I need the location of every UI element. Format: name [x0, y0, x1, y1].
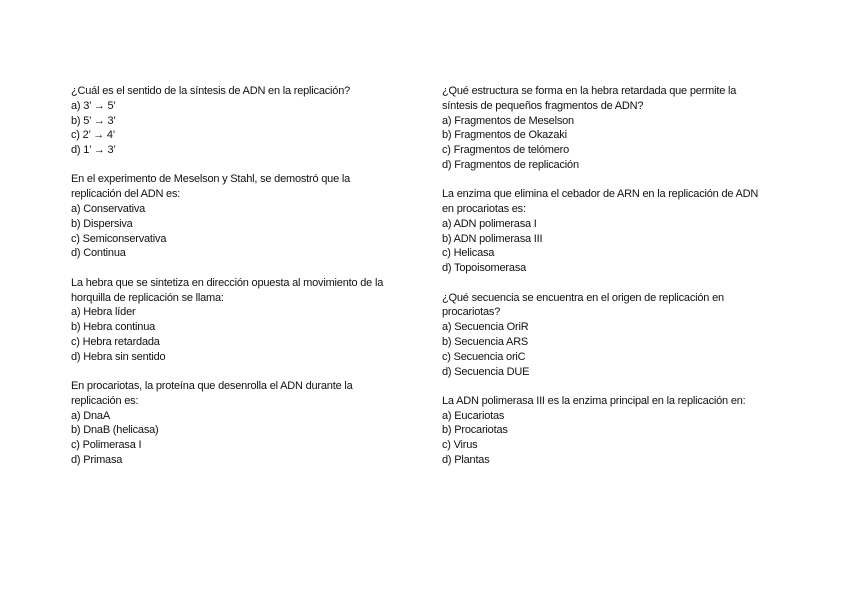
question-8 [442, 394, 782, 468]
option-a: a) DnaA [71, 409, 110, 422]
option-d: d) Secuencia DUE [442, 365, 530, 378]
option-b: b) Procariotas [442, 424, 508, 437]
question-stem: En procariotas, la proteína que desenrolla el ADN durante la [71, 380, 353, 393]
question-1 [71, 84, 411, 158]
option-d: d) 1’ → 3’ [71, 144, 116, 157]
option-a: a) ADN polimerasa I [442, 217, 537, 230]
option-a: a) 3’ → 5’ [71, 99, 116, 112]
question-6 [442, 187, 782, 276]
question-stem: ¿Qué secuencia se encuentra en el origen de replicación en [442, 291, 724, 304]
option-d: d) Plantas [442, 454, 490, 467]
question-stem: En el experimento de Meselson y Stahl, se demostró que la [71, 173, 351, 186]
option-c: c) Fragmentos de telómero [442, 144, 570, 157]
option-d: d) Topoisomerasa [442, 262, 527, 275]
question-stem: ¿Cuál es el sentido de la síntesis de ADN en la replicación? [71, 85, 351, 97]
option-c: c) Hebra retardada [71, 335, 160, 348]
option-c: c) Polimerasa I [71, 439, 142, 452]
question-3 [71, 276, 411, 365]
question-stem: La hebra que se sintetiza en dirección opuesta al movimiento de la [71, 276, 384, 289]
option-d: d) Fragmentos de replicación [442, 158, 579, 171]
left-column [71, 84, 411, 482]
question-stem: replicación del ADN es: [71, 188, 181, 201]
option-d: d) Primasa [71, 454, 123, 467]
option-d: d) Continua [71, 247, 126, 260]
option-a: a) Conservativa [71, 203, 146, 216]
option-a: a) Hebra líder [71, 306, 136, 319]
option-a: a) Secuencia OriR [442, 321, 529, 334]
option-a: a) Fragmentos de Meselson [442, 114, 574, 127]
option-b: b) ADN polimerasa III [442, 232, 543, 245]
question-5 [442, 84, 782, 173]
question-stem: replicación es: [71, 394, 139, 407]
question-7 [442, 291, 782, 380]
question-stem: horquilla de replicación se llama: [71, 291, 224, 304]
right-column [442, 84, 782, 482]
option-a: a) Eucariotas [442, 409, 505, 422]
option-d: d) Hebra sin sentido [71, 350, 166, 363]
question-stem: ¿Qué estructura se forma en la hebra retardada que permite la [442, 85, 737, 97]
option-c: c) Helicasa [442, 247, 495, 260]
option-c: c) Virus [442, 439, 478, 452]
question-stem: La ADN polimerasa III es la enzima principal en la replicación en: [442, 394, 746, 407]
option-b: b) DnaB (helicasa) [71, 424, 159, 437]
question-stem: La enzima que elimina el cebador de ARN en la replicación de ADN [442, 188, 759, 201]
question-stem: en procariotas es: [442, 203, 526, 216]
question-stem: síntesis de pequeños fragmentos de ADN? [442, 99, 644, 112]
question-2 [71, 172, 411, 261]
option-c: c) Semiconservativa [71, 232, 167, 245]
option-b: b) 5’ → 3’ [71, 114, 116, 127]
option-c: c) Secuencia oriC [442, 350, 526, 363]
option-b: b) Dispersiva [71, 217, 133, 230]
option-b: b) Secuencia ARS [442, 335, 529, 348]
option-c: c) 2’ → 4’ [71, 129, 116, 142]
question-4 [71, 379, 411, 468]
option-b: b) Hebra continua [71, 321, 156, 334]
option-b: b) Fragmentos de Okazaki [442, 129, 567, 142]
question-stem: procariotas? [442, 306, 501, 319]
